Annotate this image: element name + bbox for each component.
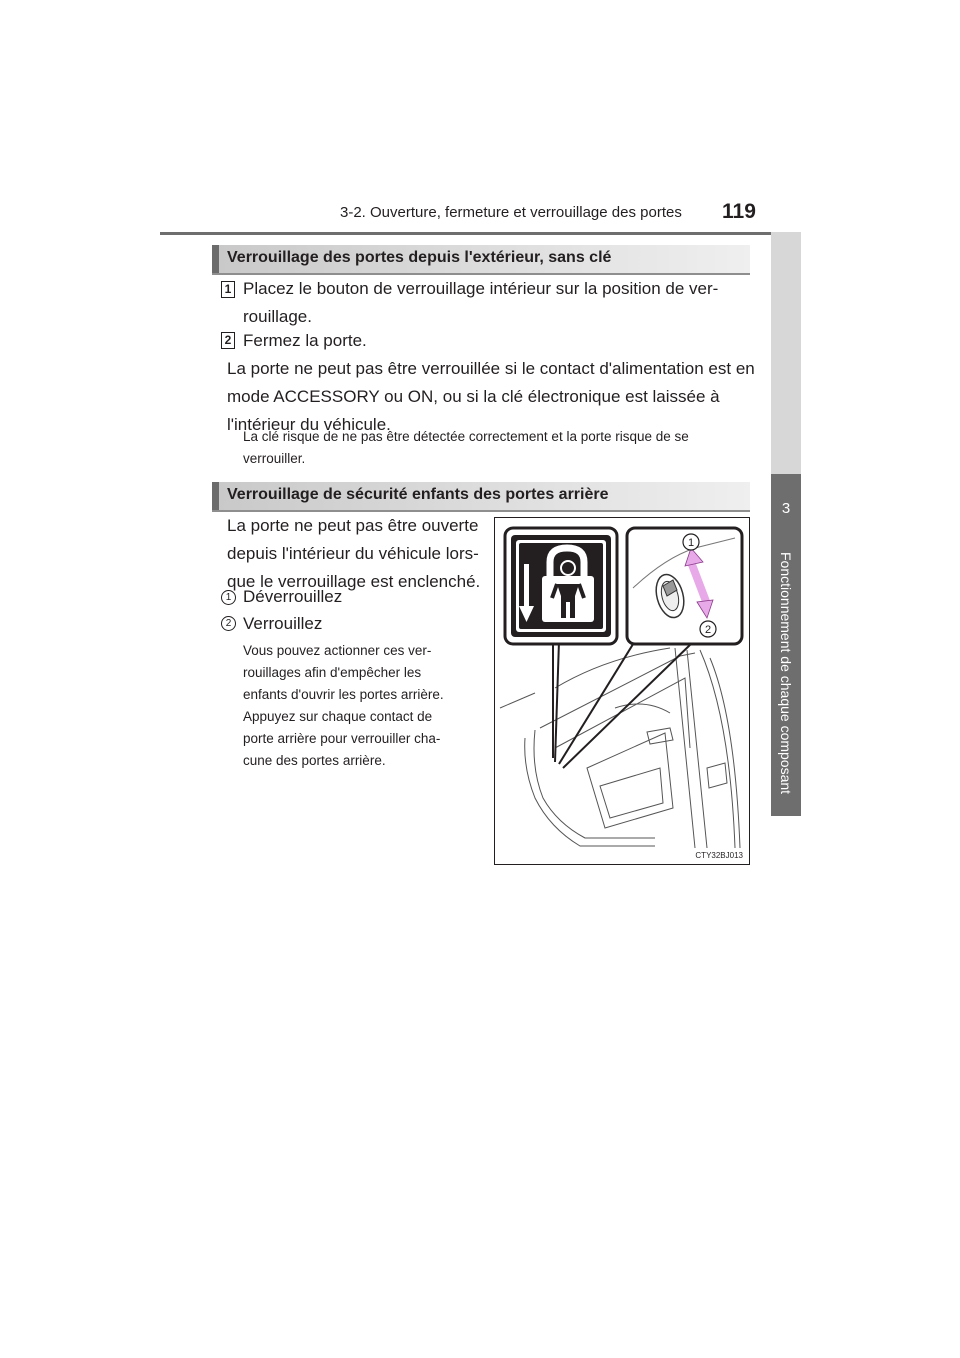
item-number-circle: 2 bbox=[221, 616, 236, 631]
step-number-box: 2 bbox=[221, 332, 235, 349]
step-1-line: rouillage. bbox=[243, 307, 312, 326]
item-unlock-label: Déverrouillez bbox=[243, 587, 343, 606]
note-line: Vous pouvez actionner ces ver- bbox=[243, 643, 432, 658]
small-note-line: La clé risque de ne pas être détectée correctement et la porte risque de se bbox=[243, 429, 689, 444]
child-lock-note bbox=[243, 640, 444, 772]
section-heading-text: Verrouillage des portes depuis l'extérieur, sans clé bbox=[227, 249, 612, 266]
section-heading-child-lock bbox=[212, 482, 750, 510]
intro-line: La porte ne peut pas être ouverte bbox=[227, 516, 479, 535]
item-lock-label: Verrouillez bbox=[243, 614, 323, 633]
note-line: rouillages afin d'empêcher les bbox=[243, 665, 422, 680]
chapter-number: 3 bbox=[781, 500, 791, 517]
small-note bbox=[243, 426, 689, 470]
step-2-text: Fermez la porte. bbox=[243, 331, 367, 350]
header-rule bbox=[160, 232, 801, 235]
note-line: enfants d'ouvrir les portes arrière. bbox=[243, 687, 444, 702]
callout-1-label: 1 bbox=[687, 537, 695, 549]
note-line: Appuyez sur chaque contact de bbox=[243, 709, 433, 724]
small-note-line: verrouiller. bbox=[243, 451, 306, 466]
page-number: 119 bbox=[722, 200, 756, 223]
note-line: mode ACCESSORY ou ON, ou si la clé électronique est laissée à bbox=[227, 387, 720, 406]
running-header-section: 3-2. Ouverture, fermeture et verrouillage des portes bbox=[340, 204, 682, 221]
figure-code: CTY32BJ013 bbox=[695, 851, 743, 860]
section-heading-exterior-lock bbox=[212, 245, 750, 273]
note-line: La porte ne peut pas être verrouillée si le contact d'alimentation est en bbox=[227, 359, 755, 378]
section-heading-text: Verrouillage de sécurité enfants des portes arrière bbox=[227, 486, 609, 503]
side-tab-upper bbox=[771, 232, 801, 474]
intro-line: que le verrouillage est enclenché. bbox=[227, 572, 481, 591]
step-1-line: Placez le bouton de verrouillage intérieur sur la position de ver- bbox=[243, 279, 719, 298]
step-number-box: 1 bbox=[221, 281, 235, 298]
step-1-text bbox=[243, 275, 748, 331]
callout-2-label: 2 bbox=[704, 624, 712, 636]
child-lock-illustration bbox=[494, 517, 750, 865]
note-line: porte arrière pour verrouiller cha- bbox=[243, 731, 441, 746]
intro-line: depuis l'intérieur du véhicule lors- bbox=[227, 544, 479, 563]
note-line: l'intérieur du véhicule. bbox=[227, 415, 391, 434]
item-number-circle: 1 bbox=[221, 590, 236, 605]
chapter-label: Fonctionnement de chaque composant bbox=[778, 551, 794, 795]
note-line: cune des portes arrière. bbox=[243, 753, 386, 768]
door-illustration-svg bbox=[495, 518, 749, 864]
